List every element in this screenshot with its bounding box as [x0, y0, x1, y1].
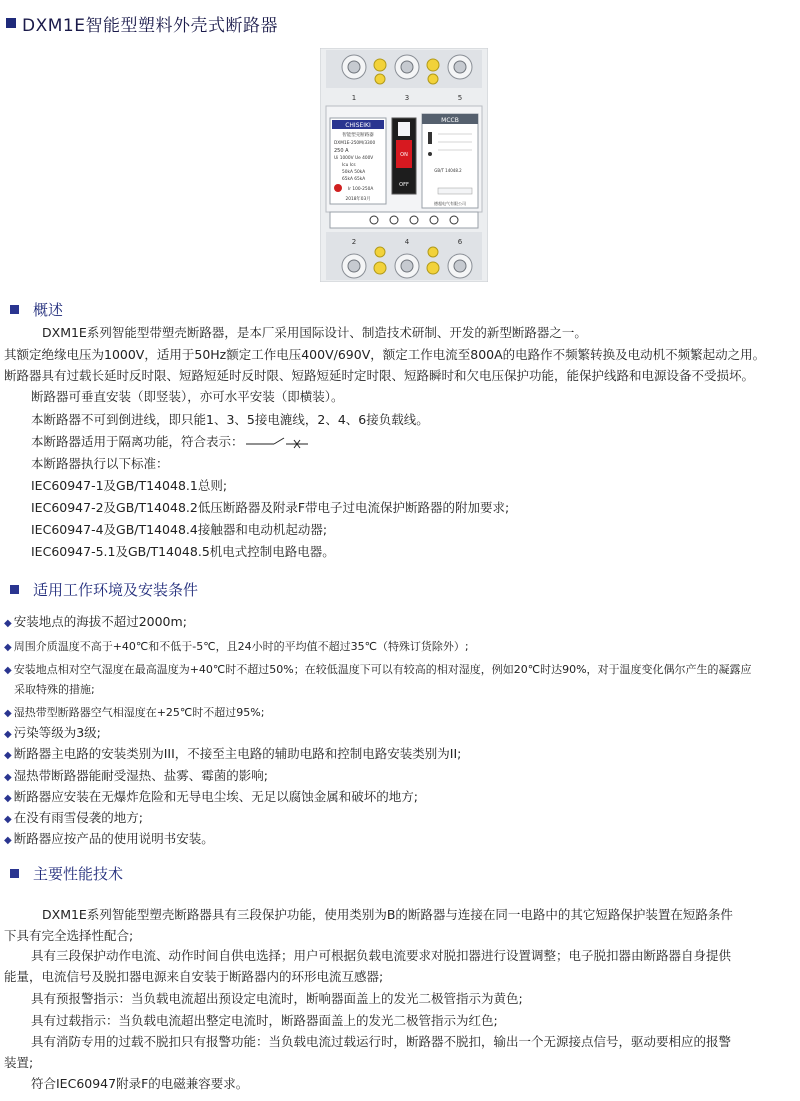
spec-row: 65kA 65kA — [342, 177, 366, 182]
performance-line: 装置; — [4, 1055, 34, 1070]
performance-line: 能量，电流信号及脱扣器电源来自安装于断路器内的环形电流互感器; — [4, 969, 384, 984]
mccb-label: MCCB — [441, 117, 459, 124]
page-title-text: DXM1E智能型塑料外壳式断路器 — [22, 15, 278, 36]
diamond-bullet-icon: ◆ — [4, 750, 12, 761]
date-label: 2018年03月 — [345, 197, 371, 202]
diamond-bullet-icon: ◆ — [4, 814, 12, 825]
terminal-label: 2 — [351, 238, 357, 246]
diamond-bullet-icon: ◆ — [4, 665, 12, 676]
performance-line: 具有三段保护动作电流、动作时间自供电选择；用户可根据负载电流要求对脱扣器进行设置调整；电子脱扣器由断路器自身提供 — [31, 948, 732, 963]
performance-line: 具有过载指示：当负载电流超出整定电流时，断路器面盖上的发光二极管指示为红色; — [31, 1013, 498, 1028]
diamond-bullet-icon: ◆ — [4, 835, 12, 846]
environment-item: ◆ 湿热带断路器能耐受湿热、盐雾、霉菌的影响; — [4, 768, 268, 783]
environment-item: ◆ 周围介质温度不高于+40℃和不低于-5℃，且24小时的平均值不超过35℃（特殊订货除外）; — [4, 640, 469, 653]
diamond-bullet-icon: ◆ — [4, 772, 12, 783]
overview-line: IEC60947-2及GB/T14048.2低压断路器及附录F带电子过电流保护断路器的附加要求; — [31, 500, 510, 515]
section-heading-environment: 适用工作环境及安装条件 — [10, 579, 198, 600]
diamond-bullet-icon: ◆ — [4, 729, 12, 740]
off-label: OFF — [399, 182, 409, 188]
overview-line: 断路器具有过载长延时反时限、短路短延时反时限、短路短延时定时限、短路瞬时和欠电压保护功能，能保护线路和电源设备不受损坏。 — [4, 368, 755, 383]
circuit-breaker-illustration — [320, 48, 488, 282]
performance-line: 具有消防专用的过载不脱扣只有报警功能：当负载电流过载运行时，断路器不脱扣，输出一个无源接点信号，驱动要相应的报警 — [31, 1034, 732, 1049]
environment-item: ◆ 安装地点相对空气湿度在最高温度为+40℃时不超过50%；在较低温度下可以有较高的相对湿度，例如20℃时达90%，对于温度变化偶尔产生的凝露应 — [4, 663, 752, 676]
on-label: ON — [400, 152, 408, 158]
terminal-label: 6 — [457, 238, 463, 246]
terminal-label: 4 — [404, 238, 410, 246]
performance-line: 下具有完全选择性配合; — [4, 928, 134, 943]
heading-square-icon — [10, 869, 19, 878]
environment-item-continued: 采取特殊的措施; — [14, 683, 95, 696]
performance-line: DXM1E系列智能型塑壳断路器具有三段保护功能，使用类别为B的断路器与连接在同一电路中的其它短路保护装置在短路条件 — [42, 907, 733, 922]
diamond-bullet-icon: ◆ — [4, 793, 12, 804]
overview-line: IEC60947-5.1及GB/T14048.5机电式控制电路电器。 — [31, 544, 335, 559]
overview-line: 其额定绝缘电压为1000V，适用于50Hz额定工作电压400V/690V，额定工作电流至800A的电路作不频繁转换及电动机不频繁起动之用。 — [4, 347, 766, 362]
section-heading-performance: 主要性能技术 — [10, 863, 123, 884]
overview-line: 本断路器执行以下标准： — [31, 456, 169, 471]
heading-square-icon — [10, 305, 19, 314]
sub-label: 智能塑壳断路器 — [342, 133, 374, 138]
product-image — [320, 48, 488, 282]
environment-item: ◆ 在没有雨雪侵袭的地方; — [4, 810, 143, 825]
overview-line: 断路器可垂直安装（即竖装），亦可水平安装（即横装）。 — [31, 389, 344, 404]
terminal-label: 3 — [404, 94, 410, 102]
heading-square-icon — [10, 585, 19, 594]
environment-item: ◆ 断路器应按产品的使用说明书安装。 — [4, 831, 214, 846]
terminal-label: 1 — [351, 94, 357, 102]
diamond-bullet-icon: ◆ — [4, 708, 12, 719]
performance-line: 符合IEC60947附录F的电磁兼容要求。 — [31, 1076, 249, 1091]
brand-label: CHISEIKI — [345, 122, 371, 129]
overview-line: DXM1E系列智能型带塑壳断路器，是本厂采用国际设计、制造技术研制、开发的新型断路器之一。 — [42, 325, 587, 340]
performance-line: 具有预报警指示：当负载电流超出预设定电流时，断响器面盖上的发光二极管指示为黄色; — [31, 991, 523, 1006]
section-heading-overview: 概述 — [10, 299, 63, 320]
spec-row: Icu Ics — [342, 163, 356, 168]
environment-item: ◆ 湿热带型断路器空气相湿度在+25℃时不超过95%; — [4, 706, 265, 719]
environment-item: ◆ 安装地点的海拔不超过2000m; — [4, 614, 187, 629]
terminal-label: 5 — [457, 94, 463, 102]
ir-label: Ir 100-250A — [348, 187, 374, 192]
overview-line: IEC60947-4及GB/T14048.4接触器和电动机起动器; — [31, 522, 328, 537]
std-label: GB/T 14048.2 — [434, 168, 462, 173]
overview-line-isolation: 本断路器适用于隔离功能，符合表示： — [31, 432, 310, 452]
overview-line: IEC60947-1及GB/T14048.1总则; — [31, 478, 228, 493]
diamond-bullet-icon: ◆ — [4, 618, 12, 629]
environment-item: ◆ 断路器主电路的安装类别为III，不接至主电路的辅助电路和控制电路安装类别为II; — [4, 746, 462, 761]
page-title — [6, 10, 278, 36]
environment-item: ◆ 污染等级为3级; — [4, 725, 101, 740]
title-square-icon — [6, 18, 16, 28]
company-label: 德超电气有限公司 — [434, 201, 466, 206]
overview-line: 本断路器不可到倒进线，即只能1、3、5接电漉线，2、4、6接负载线。 — [31, 412, 429, 427]
spec-row: 50kA 50kA — [342, 170, 366, 175]
environment-item: ◆ 断路器应安装在无爆炸危险和无导电尘埃、无足以腐蚀金属和破坏的地方; — [4, 789, 418, 804]
rating-label: 250 A — [334, 148, 349, 154]
isolation-symbol-icon — [244, 435, 310, 449]
diamond-bullet-icon: ◆ — [4, 642, 12, 653]
ui-label: Ui 1000V Ue 400V — [334, 156, 374, 161]
model-label: DXM1E-250M/3300 — [334, 141, 376, 146]
